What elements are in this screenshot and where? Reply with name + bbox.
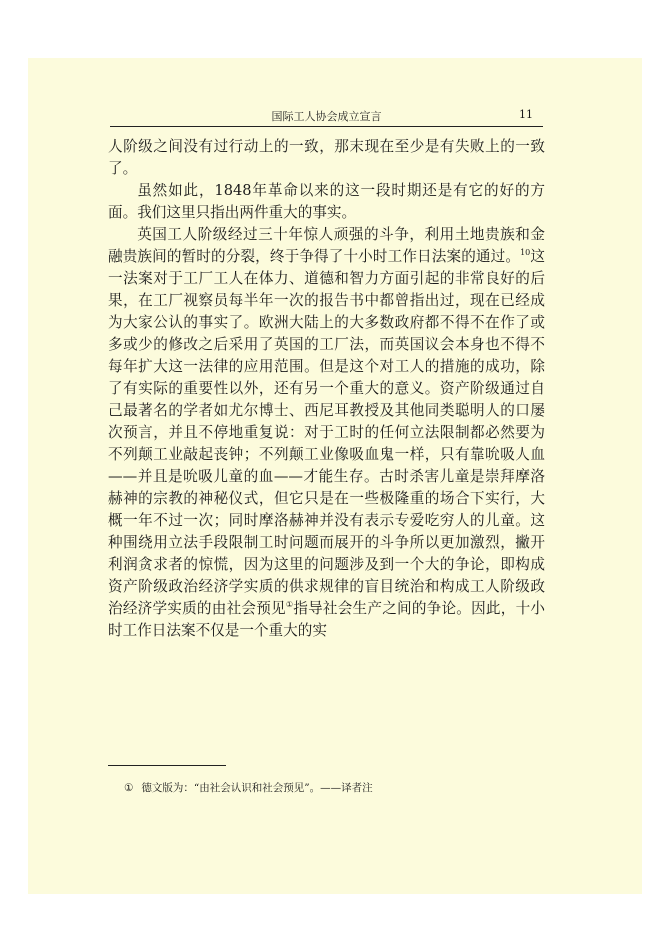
- footnote: [124, 780, 373, 795]
- paragraph-text: 英国工人阶级经过三十年惊人顽强的斗争，利用土地贵族和金融贵族间的暂时的分裂，终于争得了十小时工作日法案的通过。: [108, 226, 545, 265]
- paragraph-text: 人阶级之间没有过行动上的一致，那末现在至少是有失败上的一致了。: [108, 138, 545, 177]
- paragraph-text: 这一法案对于工厂工人在体力、道德和智力方面引起的非常良好的后果，在工厂视察员每半年一次的报告书中都曾指出过，现在已经成为大家公认的事实了。欧洲大陆上的大多数政府都不得不在作了或多或少的修改之后采用了英国的工厂法，而英国议会本身也不得不每年扩大这一法律的应用范围。但是这个对工人的措施的成功，除了有实际的重要性以外，还有另一个重大的意义。资产阶级通过自己最著名的学者如尤尔博士、西尼耳教授及其他同类聪明人的口屡次预言，并且不停地重复说：对于工时的任何立法限制都必然要为不列颠工业敲起丧钟；不列颠工业像吸血鬼一样，只有靠吮吸人血——并且是吮吸儿童的血——才能生存。古时杀害儿童是崇拜摩洛赫神的宗教的神秘仪式，但它只是在一些极隆重的场合下实行，大概一年不过一次；同时摩洛赫神并没有表示专爱吃穷人的儿童。这种围绕用立法手段限制工时问题而展开的斗争所以更加激烈，撇开利润贪求者的惊慌，因为这里的问题涉及到一个大的争论，即构成资产阶级政治经济学实质的供求规律的盲目统治和构成工人阶级政治经济学实质的由社会预见: [108, 248, 545, 617]
- header-title: 国际工人协会成立宣言: [271, 110, 382, 123]
- paragraph: [108, 224, 545, 642]
- footnote-ref[interactable]: ①: [285, 600, 294, 610]
- endnote-ref[interactable]: 10: [520, 248, 531, 258]
- paragraph-text: 虽然如此，1848年革命以来的这一段时期还是有它的好的方面。我们这里只指出两件重大的事实。: [108, 182, 545, 221]
- running-header: [110, 106, 543, 127]
- footnote-text: 德文版为：“由社会认识和社会预见”。——译者注: [141, 782, 373, 794]
- footnote-rule: [108, 765, 226, 766]
- page-number: 11: [519, 108, 533, 121]
- footnote-marker: ①: [124, 782, 134, 794]
- paragraph: [108, 180, 545, 224]
- body-text: [108, 136, 545, 642]
- paragraph-text: 指导社会生产之间的争论。因此，十小时工作日法案不仅是一个重大的实: [108, 600, 545, 639]
- paragraph: [108, 136, 545, 180]
